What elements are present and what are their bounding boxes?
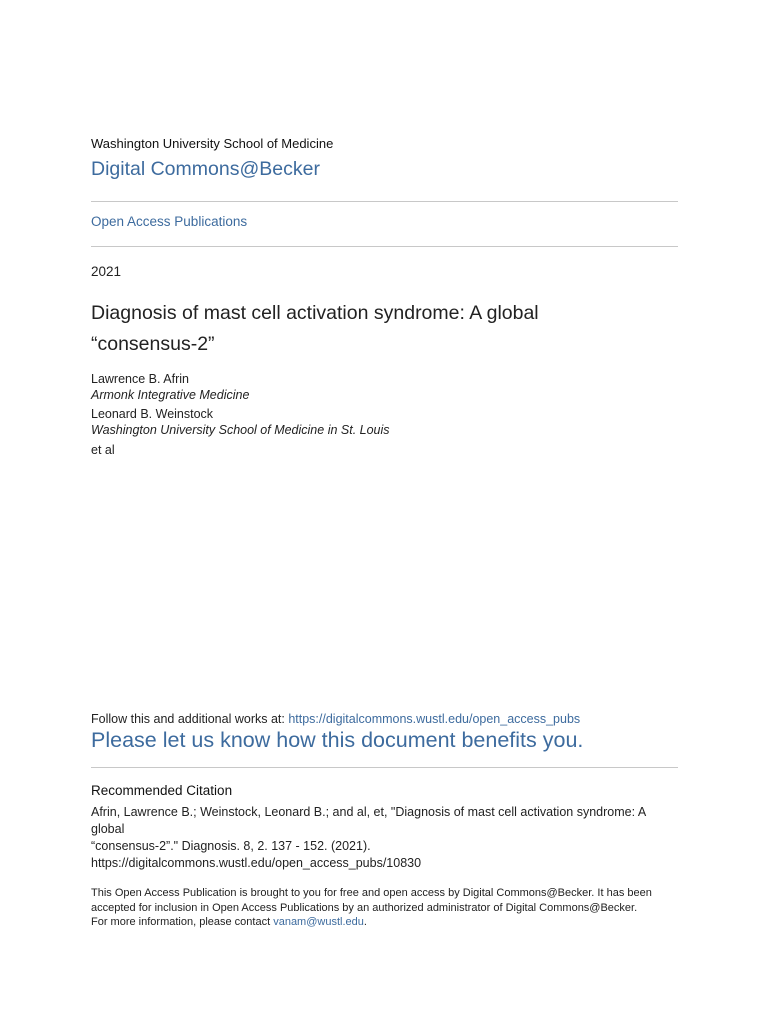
citation-heading: Recommended Citation (91, 783, 233, 798)
author-name: Leonard B. Weinstock (91, 407, 214, 421)
article-title-line: Diagnosis of mast cell activation syndrome: A global (91, 302, 539, 324)
author-affiliation: Armonk Integrative Medicine (91, 388, 250, 402)
divider (91, 201, 678, 202)
follow-text: Follow this and additional works at: (91, 712, 289, 726)
article-title-line: “consensus-2” (91, 333, 215, 355)
access-notice (91, 886, 681, 930)
notice-line (91, 915, 681, 930)
collection-url-link[interactable]: https://digitalcommons.wustl.edu/open_access_pubs (288, 712, 581, 726)
divider (91, 767, 678, 768)
collection-link[interactable]: Open Access Publications (91, 214, 248, 229)
et-al: et al (91, 443, 115, 457)
repository-link[interactable]: Digital Commons@Becker (91, 158, 320, 180)
notice-line: accepted for inclusion in Open Access Publications by an authorized administrator of Digital Commons@Becker. (91, 901, 638, 914)
divider (91, 246, 678, 247)
feedback-link[interactable]: Please let us know how this document benefits you. (91, 728, 584, 752)
author-name: Lawrence B. Afrin (91, 372, 189, 386)
citation-line: Afrin, Lawrence B.; Weinstock, Leonard B.; and al, et, "Diagnosis of mast cell activation syndrome: A global (91, 805, 646, 836)
publication-year: 2021 (91, 264, 122, 279)
follow-line (91, 712, 580, 726)
citation-url: https://digitalcommons.wustl.edu/open_access_pubs/10830 (91, 856, 422, 870)
citation-text (91, 804, 681, 872)
author-affiliation: Washington University School of Medicine in St. Louis (91, 423, 390, 437)
notice-contact-text: For more information, please contact (91, 916, 274, 928)
notice-line: This Open Access Publication is brought to you for free and open access by Digital Commons@Becker. It has been (91, 887, 652, 899)
contact-email-link[interactable]: vanam@wustl.edu (273, 916, 364, 928)
notice-period: . (363, 916, 367, 928)
institution-name: Washington University School of Medicine (91, 136, 334, 151)
citation-line: “consensus-2”." Diagnosis. 8, 2. 137 - 152. (2021). (91, 839, 371, 853)
article-title (91, 298, 651, 360)
